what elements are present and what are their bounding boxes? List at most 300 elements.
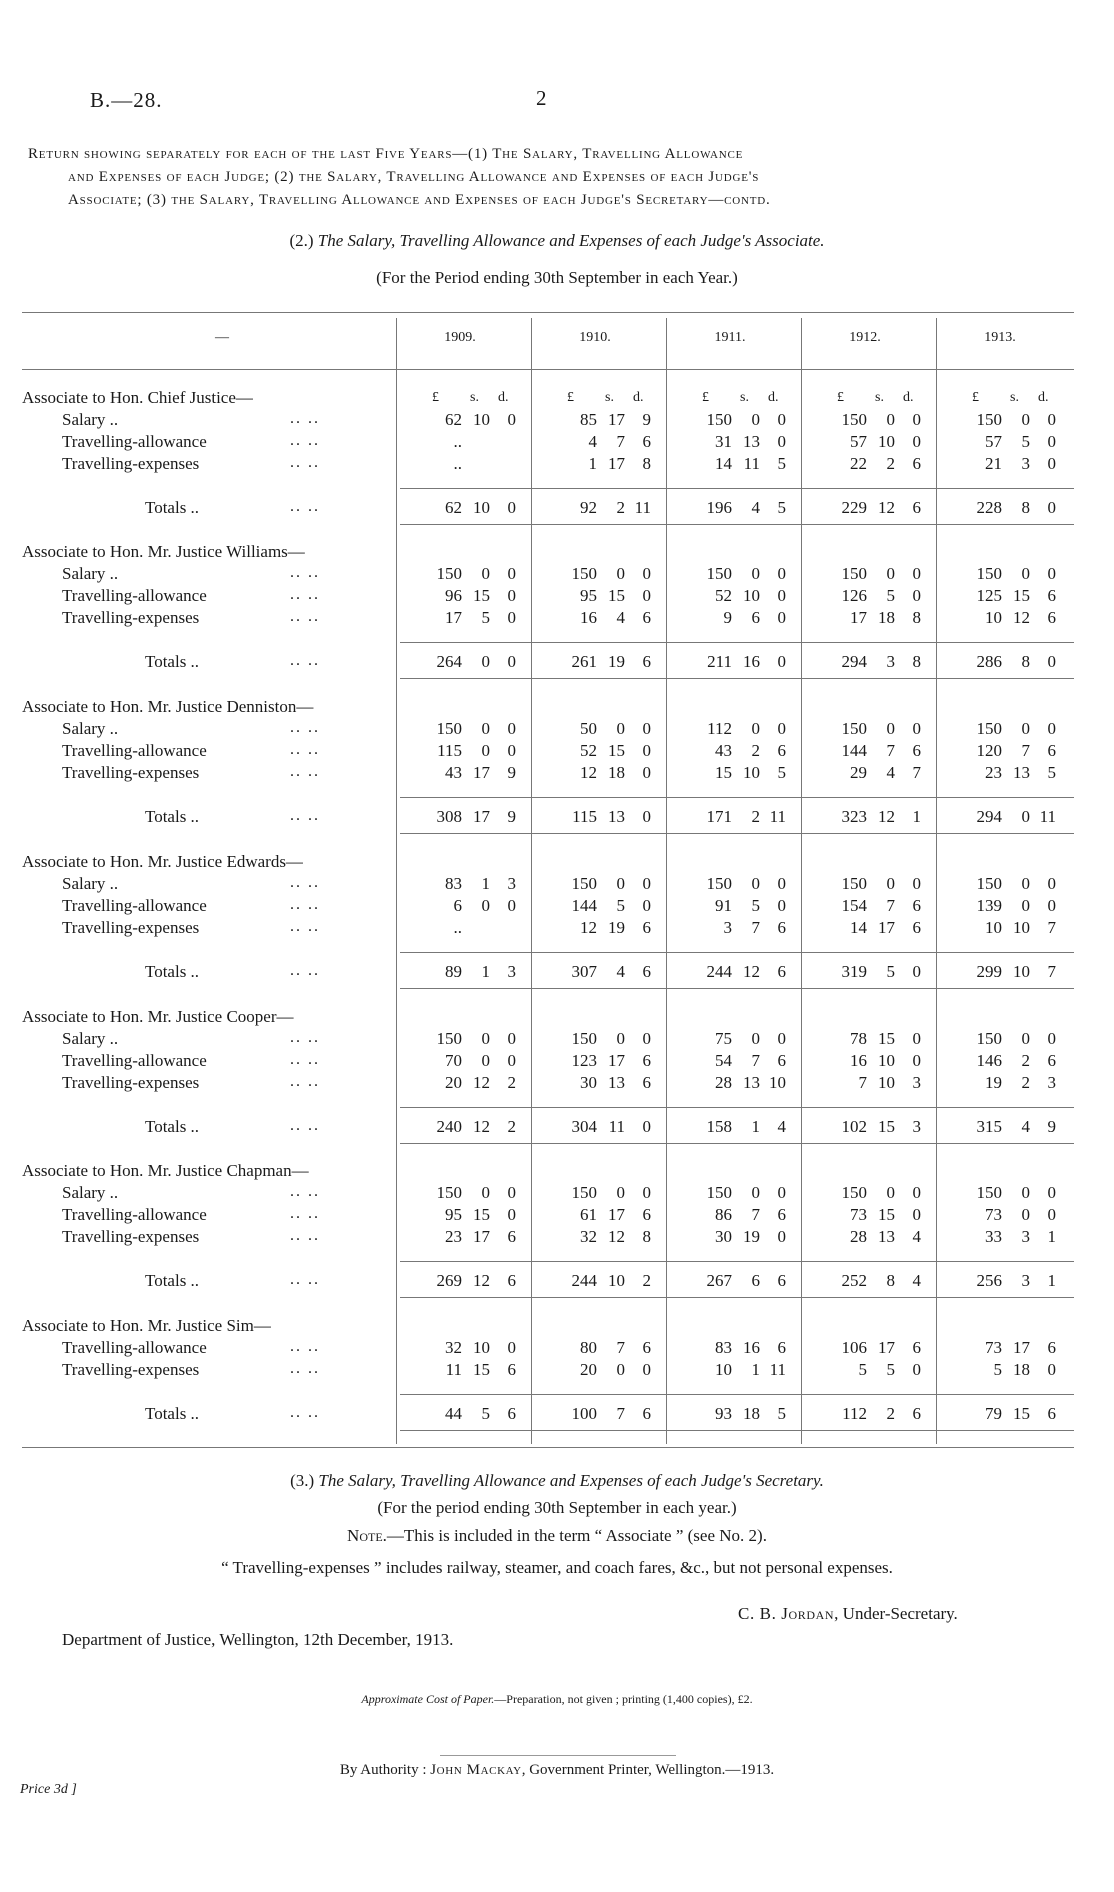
row-value-shillings: 2 (1021, 1073, 1030, 1092)
row-value-pounds: 83 (715, 1338, 732, 1357)
leader-dots: .. .. (290, 1227, 320, 1244)
money-unit-header: d. (633, 390, 644, 405)
row-value-pence: 6 (912, 918, 921, 937)
total-value-pence: 0 (777, 652, 786, 671)
total-value-shillings: 5 (886, 962, 895, 981)
totals-label: Totals .. (145, 1404, 200, 1423)
row-value-shillings: 2 (1021, 1051, 1030, 1070)
row-value-pounds: 16 (580, 608, 597, 627)
row-value-shillings: 17 (878, 918, 895, 937)
totals-rule-bottom (400, 1297, 1074, 1298)
row-value-pence: 6 (642, 1051, 651, 1070)
row-value-pounds: 150 (436, 1183, 462, 1202)
row-value-pounds: 28 (850, 1227, 867, 1246)
section-title: Associate to Hon. Mr. Justice Chapman— (22, 1161, 309, 1180)
row-value-pence: 0 (642, 1029, 651, 1048)
totals-label: Totals .. (145, 807, 200, 826)
row-value-pounds: 50 (580, 719, 597, 738)
row-value-shillings: 5 (886, 1360, 895, 1379)
intro-line-3: Associate; (3) the Salary, Travelling Allowance and Expenses of each Judge's Secretary—contd. (68, 192, 771, 208)
total-value-pounds: 228 (976, 498, 1002, 517)
row-value-pence: 2 (507, 1073, 516, 1092)
totals-rule-bottom (400, 678, 1074, 679)
total-value-shillings: 2 (751, 807, 760, 826)
row-value-pence: 6 (1047, 741, 1056, 760)
row-value-pounds: 150 (436, 1029, 462, 1048)
row-value-pence: 6 (1047, 586, 1056, 605)
row-value-pounds: 32 (445, 1338, 462, 1357)
total-value-pounds: 92 (580, 498, 597, 517)
row-value-pence: 0 (1047, 874, 1056, 893)
row-value-shillings: 18 (608, 763, 625, 782)
row-value-pounds: 78 (850, 1029, 867, 1048)
row-value-shillings: 0 (481, 741, 490, 760)
total-value-pounds: 308 (436, 807, 462, 826)
total-value-pounds: 79 (985, 1404, 1002, 1423)
total-value-pence: 1 (912, 807, 921, 826)
row-label: Travelling-allowance (62, 1205, 207, 1224)
row-value-pounds: 125 (976, 586, 1002, 605)
row-value-pounds: 61 (580, 1205, 597, 1224)
row-value-pounds: 126 (841, 586, 867, 605)
column-separator (531, 318, 532, 1444)
row-value-pence: 0 (642, 586, 651, 605)
column-separator (666, 318, 667, 1444)
row-value-pence: 6 (912, 1338, 921, 1357)
total-value-pounds: 89 (445, 962, 462, 981)
row-value-pounds: 154 (841, 896, 867, 915)
row-value-pence: 0 (912, 586, 921, 605)
authority-line (0, 1762, 1114, 1779)
row-value-shillings: 17 (473, 1227, 490, 1246)
note-text: —This is included in the term “ Associate ” (see No. 2). (386, 1526, 767, 1545)
row-value-pence: 0 (777, 1183, 786, 1202)
row-label: Travelling-expenses (62, 1073, 200, 1092)
total-value-pence: 0 (507, 652, 516, 671)
total-value-pounds: 267 (706, 1271, 732, 1290)
total-value-shillings: 15 (878, 1117, 895, 1136)
totals-label: Totals .. (145, 1271, 200, 1290)
table-head-rule (22, 369, 1074, 370)
total-value-pence: 5 (777, 498, 786, 517)
total-value-pence: 6 (777, 1271, 786, 1290)
row-value-pounds: 95 (445, 1205, 462, 1224)
row-value-pounds: 9 (723, 608, 732, 627)
row-value-pounds: 15 (715, 763, 732, 782)
row-value-pounds: 106 (841, 1338, 867, 1357)
row-value-pounds: 123 (571, 1051, 597, 1070)
row-value-shillings: 15 (608, 586, 625, 605)
total-value-pounds: 319 (841, 962, 867, 981)
row-label: Travelling-allowance (62, 432, 207, 451)
total-value-pounds: 315 (976, 1117, 1002, 1136)
row-value-pounds: 30 (715, 1227, 732, 1246)
cost-label: Approximate Cost of Paper. (361, 1692, 495, 1706)
totals-label: Totals .. (145, 962, 200, 981)
row-value-shillings: 0 (616, 564, 625, 583)
total-value-shillings: 16 (743, 652, 760, 671)
row-value-pounds: 150 (436, 719, 462, 738)
intro-line-1: Return showing separately for each of the last Five Years—(1) The Salary, Travelling Allowance (28, 146, 744, 162)
row-value-pence: 6 (507, 1360, 516, 1379)
total-value-pounds: 211 (707, 652, 732, 671)
total-value-shillings: 12 (743, 962, 760, 981)
row-value-pounds: 91 (715, 896, 732, 915)
table-bottom-rule (22, 1447, 1074, 1448)
money-unit-header: £ (837, 390, 844, 405)
leader-dots: .. .. (290, 896, 320, 913)
money-unit-header: £ (702, 390, 709, 405)
intro-paragraph (28, 143, 1086, 212)
row-value-shillings: 0 (481, 1051, 490, 1070)
row-value-pence: 0 (1047, 1205, 1056, 1224)
total-value-shillings: 15 (1013, 1404, 1030, 1423)
row-value-shillings: 15 (473, 1205, 490, 1224)
department-line: Department of Justice, Wellington, 12th December, 1913. (62, 1630, 454, 1649)
row-value-shillings: 0 (616, 1360, 625, 1379)
row-value-shillings: 0 (1021, 719, 1030, 738)
total-value-pence: 0 (1047, 498, 1056, 517)
row-value-pence: 6 (777, 1338, 786, 1357)
row-value-pounds: 7 (858, 1073, 867, 1092)
money-unit-header: d. (903, 390, 914, 405)
total-value-pence: 0 (507, 498, 516, 517)
total-value-pounds: 264 (436, 652, 462, 671)
row-value-pence: 6 (912, 454, 921, 473)
row-value-shillings: 5 (616, 896, 625, 915)
row-value-pounds: 54 (715, 1051, 732, 1070)
row-value-pounds: 150 (436, 564, 462, 583)
row-value-pounds: 20 (445, 1073, 462, 1092)
row-value-pence: 0 (777, 874, 786, 893)
row-value-pence: 0 (1047, 454, 1056, 473)
total-value-pence: 0 (642, 1117, 651, 1136)
section-title: Associate to Hon. Chief Justice— (22, 388, 253, 407)
row-value-pence: 0 (642, 763, 651, 782)
row-value-shillings: 10 (878, 1073, 895, 1092)
row-value-pounds: 80 (580, 1338, 597, 1357)
row-value-pence: 7 (1047, 918, 1056, 937)
money-unit-header: £ (432, 390, 439, 405)
total-value-pounds: 240 (436, 1117, 462, 1136)
row-value-shillings: 0 (616, 1029, 625, 1048)
row-value-pounds: 75 (715, 1029, 732, 1048)
total-value-pence: 6 (507, 1404, 516, 1423)
row-value-pence: 6 (777, 1051, 786, 1070)
section-2-number: (2.) (289, 231, 314, 250)
travel-expenses-note: “ Travelling-expenses ” includes railway, steamer, and coach fares, &c., but not personal expenses. (221, 1558, 893, 1577)
leader-dots: .. .. (290, 498, 320, 515)
row-value-shillings: 0 (886, 874, 895, 893)
section-title: Associate to Hon. Mr. Justice Williams— (22, 542, 305, 561)
row-value-pounds: 73 (985, 1338, 1002, 1357)
row-value-pence: 0 (507, 410, 516, 429)
row-value-shillings: 13 (743, 432, 760, 451)
row-value-pounds: 17 (445, 608, 462, 627)
row-value-pounds: 22 (850, 454, 867, 473)
row-value-pounds: 150 (841, 410, 867, 429)
row-value-pence: 0 (507, 608, 516, 627)
row-value-shillings: 17 (608, 1205, 625, 1224)
row-value-shillings: 0 (751, 1183, 760, 1202)
row-value-pounds: 150 (976, 564, 1002, 583)
row-value-shillings: 4 (616, 608, 625, 627)
authority-prefix: By Authority : (339, 1762, 431, 1778)
total-value-pence: 11 (1039, 807, 1056, 826)
row-value-shillings: 15 (1013, 586, 1030, 605)
totals-rule-bottom (400, 524, 1074, 525)
row-value-pence: 0 (507, 1051, 516, 1070)
row-value-shillings: 2 (751, 741, 760, 760)
authority-printer: John Mackay (430, 1762, 522, 1778)
row-value-pence: 0 (912, 719, 921, 738)
row-value-pence: 8 (912, 608, 921, 627)
row-value-pounds: 14 (715, 454, 732, 473)
row-value-pounds: 70 (445, 1051, 462, 1070)
row-label: Travelling-allowance (62, 896, 207, 915)
row-value-pounds: 32 (580, 1227, 597, 1246)
row-value-shillings: 19 (743, 1227, 760, 1246)
row-value-shillings: 17 (608, 1051, 625, 1070)
row-value-pence: 0 (642, 719, 651, 738)
total-value-pounds: 196 (706, 498, 732, 517)
row-value-pounds: 21 (985, 454, 1002, 473)
total-value-pounds: 294 (841, 652, 867, 671)
section-title: Associate to Hon. Mr. Justice Edwards— (22, 852, 303, 871)
row-value-pence: 0 (777, 1029, 786, 1048)
signature-title: , Under-Secretary. (834, 1604, 958, 1623)
row-value-shillings: 7 (751, 918, 760, 937)
row-value-shillings: 0 (886, 1183, 895, 1202)
row-value-shillings: 0 (481, 1183, 490, 1202)
row-value-pounds: 150 (976, 1183, 1002, 1202)
row-value-pounds: 150 (571, 1029, 597, 1048)
row-value-pounds: 120 (976, 741, 1002, 760)
totals-rule-bottom (400, 833, 1074, 834)
row-value-shillings: 2 (886, 454, 895, 473)
row-label: Travelling-expenses (62, 763, 200, 782)
row-value-pounds: 52 (715, 586, 732, 605)
row-value-shillings: 17 (1013, 1338, 1030, 1357)
totals-rule-bottom (400, 1143, 1074, 1144)
row-value-pence: 0 (507, 1338, 516, 1357)
total-value-pence: 6 (1047, 1404, 1056, 1423)
row-value-pence: 6 (642, 918, 651, 937)
row-value-pounds: 146 (976, 1051, 1002, 1070)
row-value-pounds: 23 (985, 763, 1002, 782)
total-value-shillings: 4 (751, 498, 760, 517)
total-value-pence: 1 (1047, 1271, 1056, 1290)
row-value-pence: 0 (1047, 1029, 1056, 1048)
leader-dots: .. .. (290, 608, 320, 625)
row-label: Travelling-expenses (62, 1360, 200, 1379)
row-label: Travelling-allowance (62, 741, 207, 760)
row-value-shillings: 17 (608, 454, 625, 473)
total-value-shillings: 2 (886, 1404, 895, 1423)
row-value-shillings: 13 (878, 1227, 895, 1246)
row-value-pence: 11 (769, 1360, 786, 1379)
row-value-pounds: 29 (850, 763, 867, 782)
total-value-pence: 6 (642, 652, 651, 671)
row-value-pounds: 150 (841, 874, 867, 893)
total-value-pence: 6 (642, 962, 651, 981)
leader-dots: .. .. (290, 918, 320, 935)
total-value-shillings: 0 (481, 652, 490, 671)
row-value-pounds: 10 (985, 608, 1002, 627)
row-label: Salary .. (62, 410, 119, 429)
row-value-shillings: 0 (1021, 1183, 1030, 1202)
row-value-pence: 6 (642, 432, 651, 451)
row-value-shillings: 0 (886, 719, 895, 738)
row-value-pence: 0 (1047, 896, 1056, 915)
row-value-pence: 9 (507, 763, 516, 782)
row-value-pence: 6 (642, 608, 651, 627)
row-value-pounds: 10 (715, 1360, 732, 1379)
row-value-shillings: 17 (608, 410, 625, 429)
row-value-shillings: 18 (1013, 1360, 1030, 1379)
row-value-shillings: 3 (1021, 454, 1030, 473)
row-value-shillings: 0 (1021, 410, 1030, 429)
section-3-title: The Salary, Travelling Allowance and Expenses of each Judge's Secretary. (318, 1471, 824, 1490)
totals-rule (400, 797, 1074, 798)
total-value-shillings: 17 (473, 807, 490, 826)
row-value-pounds: .. (453, 432, 462, 451)
total-value-shillings: 4 (1021, 1117, 1030, 1136)
row-value-pence: 6 (642, 1073, 651, 1092)
cost-text: —Preparation, not given ; printing (1,400 copies), £2. (494, 1692, 753, 1706)
authority-suffix: , Government Printer, Wellington.—1913. (521, 1762, 775, 1778)
row-value-pence: 6 (1047, 1338, 1056, 1357)
row-label: Travelling-expenses (62, 918, 200, 937)
leader-dots: .. .. (290, 962, 320, 979)
row-value-shillings: 16 (743, 1338, 760, 1357)
row-value-pence: 0 (507, 564, 516, 583)
row-value-pence: 0 (507, 741, 516, 760)
row-value-pounds: 11 (445, 1360, 462, 1379)
total-value-pence: 3 (912, 1117, 921, 1136)
row-value-shillings: 12 (608, 1227, 625, 1246)
total-value-shillings: 19 (608, 652, 625, 671)
money-unit-header: d. (498, 390, 509, 405)
price-label: Price 3d ] (20, 1782, 77, 1797)
year-header: 1911. (714, 330, 746, 345)
row-value-pence: 6 (1047, 608, 1056, 627)
row-value-pounds: 28 (715, 1073, 732, 1092)
row-value-shillings: 15 (608, 741, 625, 760)
row-value-shillings: 0 (481, 719, 490, 738)
total-value-pence: 2 (642, 1271, 651, 1290)
row-value-shillings: 13 (608, 1073, 625, 1092)
row-value-shillings: 0 (751, 564, 760, 583)
row-value-shillings: 7 (616, 432, 625, 451)
year-header: 1913. (984, 330, 1016, 345)
total-value-pounds: 93 (715, 1404, 732, 1423)
money-unit-header: £ (567, 390, 574, 405)
total-value-shillings: 8 (1021, 498, 1030, 517)
row-value-pence: 0 (912, 874, 921, 893)
row-value-shillings: 0 (1021, 1205, 1030, 1224)
row-value-pounds: 4 (588, 432, 597, 451)
money-unit-header: s. (740, 390, 749, 405)
row-value-pence: 0 (912, 1183, 921, 1202)
total-value-pounds: 229 (841, 498, 867, 517)
row-value-pounds: 16 (850, 1051, 867, 1070)
row-value-shillings: 12 (1013, 608, 1030, 627)
row-value-pounds: 95 (580, 586, 597, 605)
year-header: 1912. (849, 330, 881, 345)
row-value-pounds: 30 (580, 1073, 597, 1092)
section-3-heading (0, 1471, 1114, 1491)
leader-dots: .. .. (290, 1029, 320, 1046)
total-value-shillings: 3 (1021, 1271, 1030, 1290)
total-value-pence: 11 (769, 807, 786, 826)
total-value-pence: 6 (912, 1404, 921, 1423)
row-value-shillings: 11 (743, 454, 760, 473)
total-value-pence: 9 (507, 807, 516, 826)
leader-dots: .. .. (290, 1117, 320, 1134)
row-label: Travelling-expenses (62, 1227, 200, 1246)
row-value-pence: 0 (777, 719, 786, 738)
total-value-shillings: 7 (616, 1404, 625, 1423)
row-value-pence: 0 (1047, 719, 1056, 738)
row-value-pounds: 20 (580, 1360, 597, 1379)
total-value-pounds: 62 (445, 498, 462, 517)
row-value-pence: 0 (507, 1029, 516, 1048)
row-value-shillings: 0 (751, 410, 760, 429)
row-value-pence: 0 (507, 586, 516, 605)
totals-rule-bottom (400, 988, 1074, 989)
row-value-pence: 0 (1047, 410, 1056, 429)
row-label: Salary .. (62, 1029, 119, 1048)
money-unit-header: d. (1038, 390, 1049, 405)
leader-dots: .. .. (290, 1271, 320, 1288)
row-value-pence: 3 (912, 1073, 921, 1092)
row-value-pounds: 12 (580, 918, 597, 937)
totals-label: Totals .. (145, 1117, 200, 1136)
row-value-shillings: 7 (751, 1051, 760, 1070)
row-value-shillings: 7 (1021, 741, 1030, 760)
total-value-pence: 4 (777, 1117, 786, 1136)
row-value-shillings: 0 (616, 719, 625, 738)
leader-dots: .. .. (290, 1051, 320, 1068)
row-value-pence: 0 (642, 741, 651, 760)
total-value-pence: 11 (634, 498, 651, 517)
total-value-shillings: 18 (743, 1404, 760, 1423)
column-separator (396, 318, 397, 1444)
leader-dots: .. .. (290, 586, 320, 603)
total-value-pounds: 112 (842, 1404, 867, 1423)
total-value-pounds: 44 (445, 1404, 462, 1423)
total-value-pence: 6 (912, 498, 921, 517)
total-value-pounds: 307 (571, 962, 597, 981)
row-value-pence: 3 (1047, 1073, 1056, 1092)
total-value-pounds: 286 (976, 652, 1002, 671)
row-value-shillings: 17 (878, 1338, 895, 1357)
totals-rule (400, 1394, 1074, 1395)
row-value-pounds: 57 (985, 432, 1002, 451)
section-2-title: The Salary, Travelling Allowance and Expenses of each Judge's Associate. (317, 231, 825, 250)
row-value-pounds: 150 (706, 564, 732, 583)
row-value-pence: 0 (912, 564, 921, 583)
leader-dots: .. .. (290, 1360, 320, 1377)
row-value-pence: 10 (769, 1073, 786, 1092)
row-value-shillings: 5 (886, 586, 895, 605)
row-value-shillings: 10 (1013, 918, 1030, 937)
row-value-shillings: 5 (481, 608, 490, 627)
total-value-shillings: 10 (1013, 962, 1030, 981)
row-value-shillings: 10 (743, 763, 760, 782)
total-value-pence: 6 (642, 1404, 651, 1423)
